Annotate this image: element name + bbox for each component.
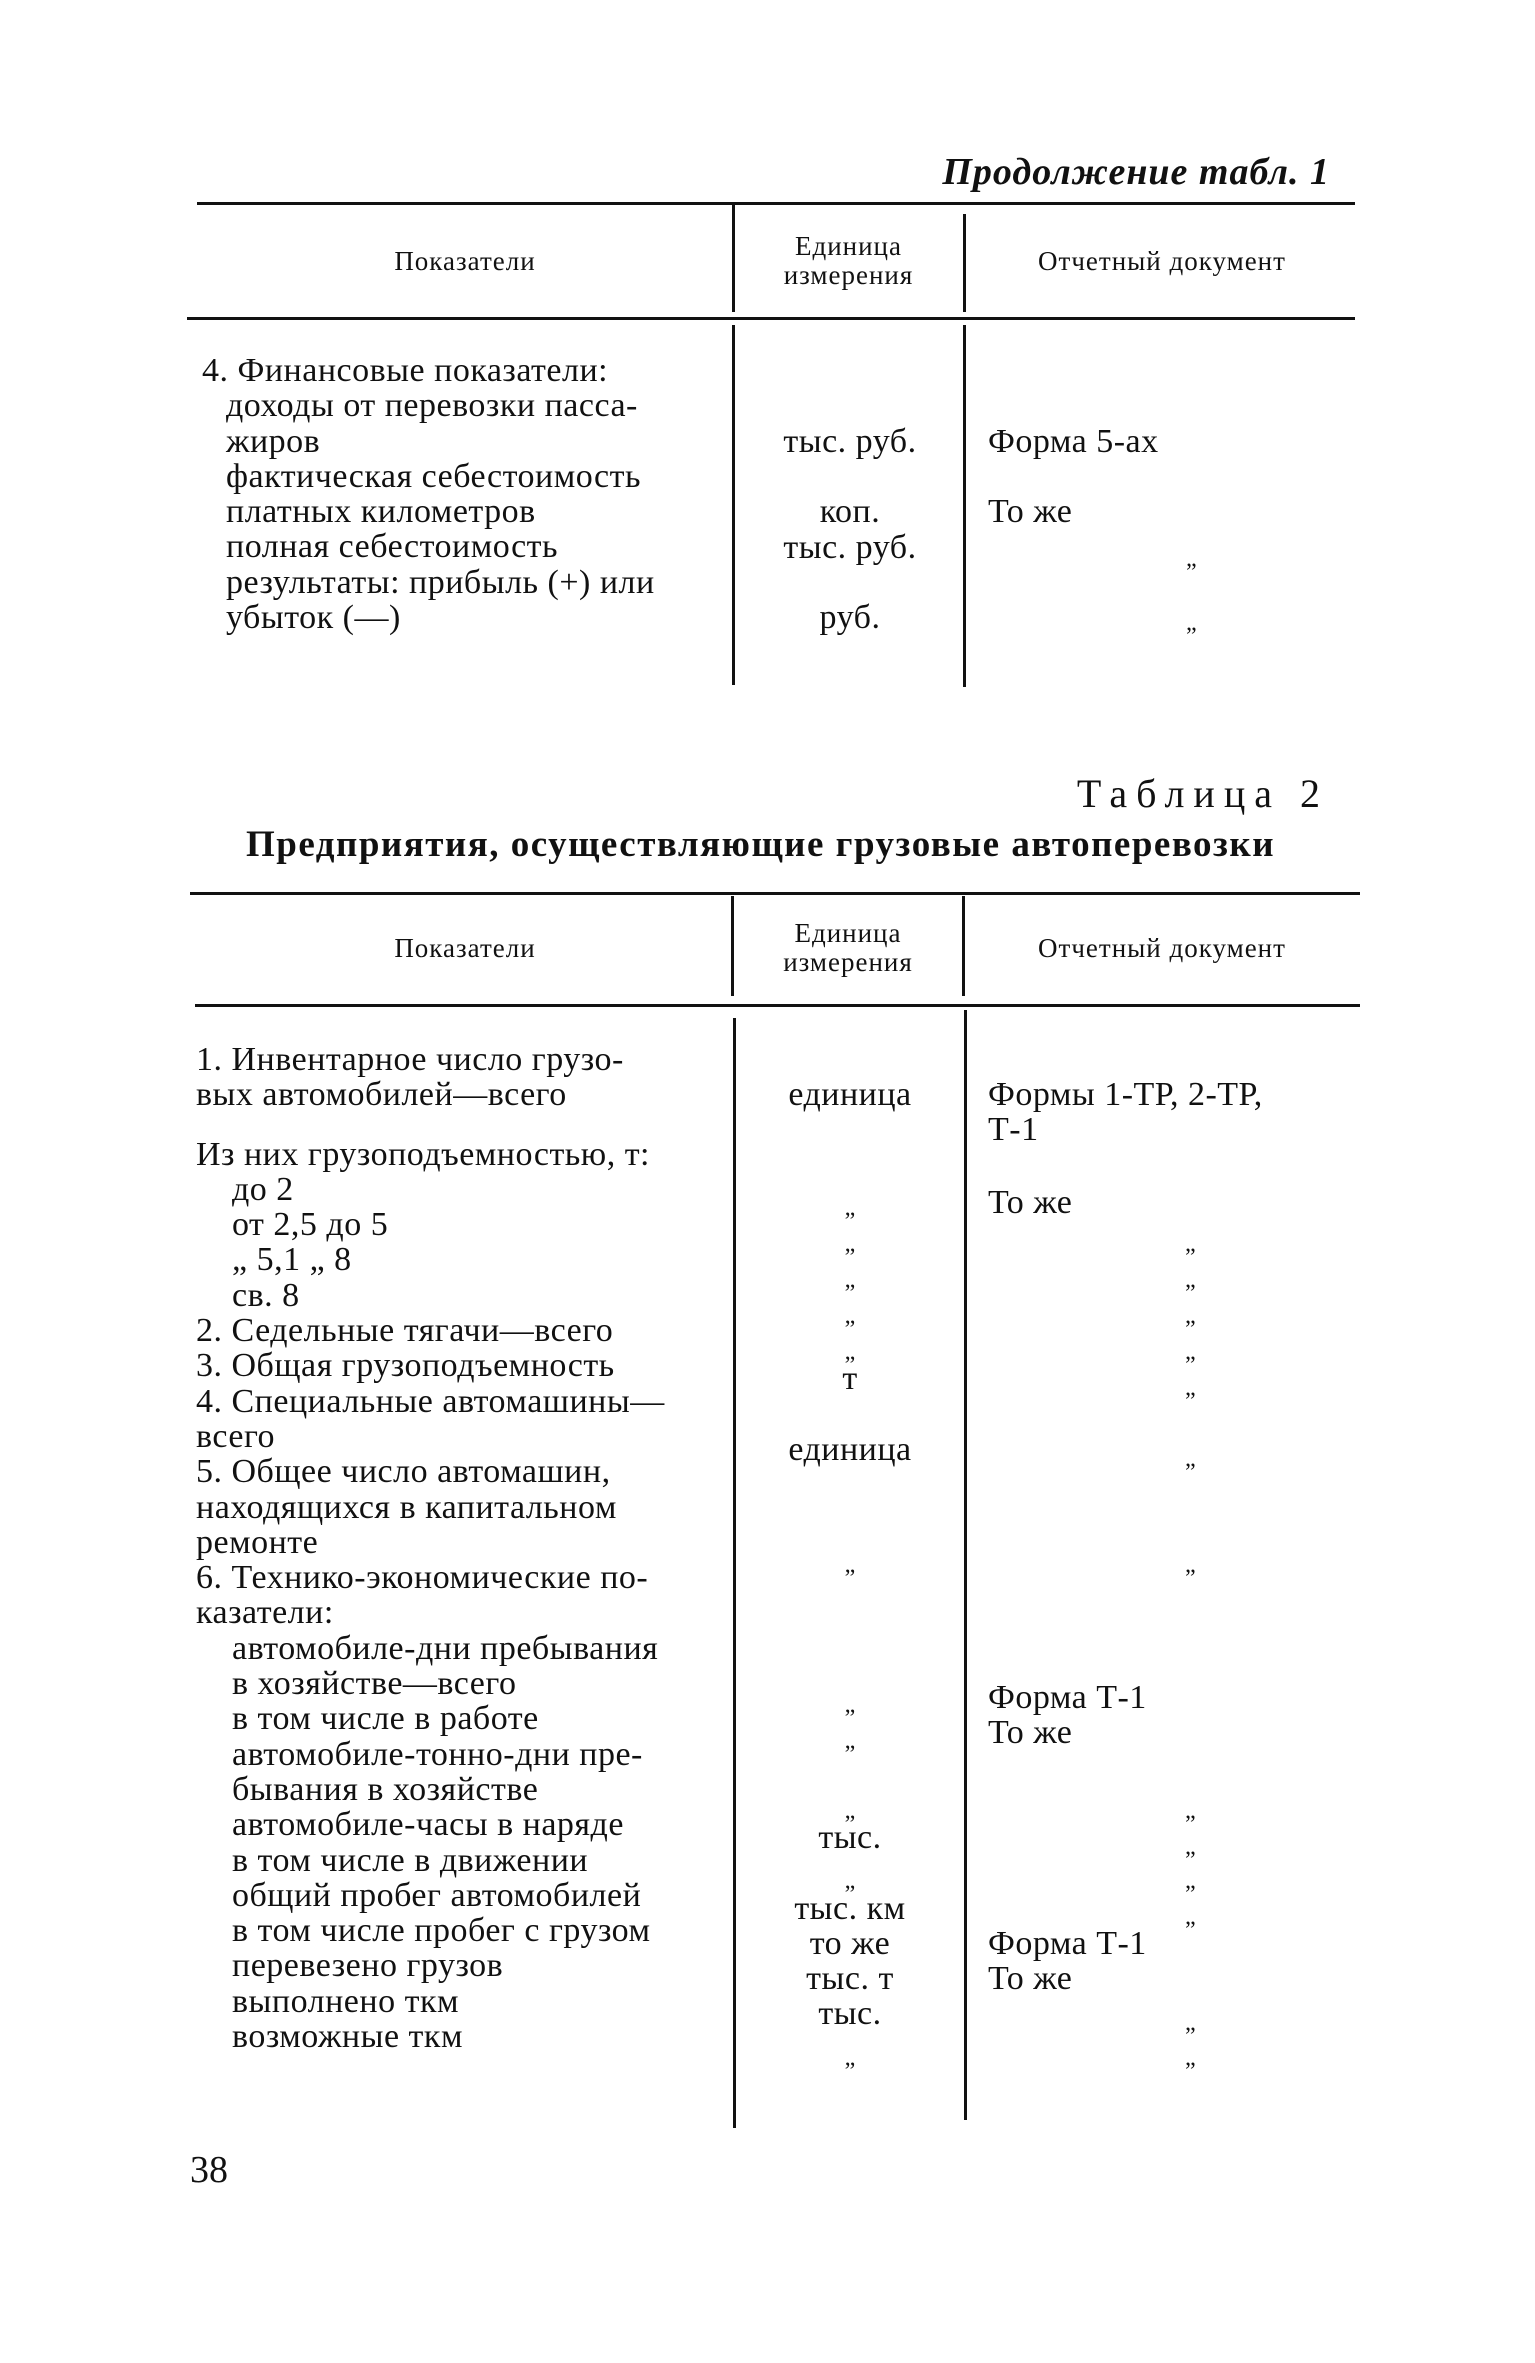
table2-unit-ditto: „ [844,1339,856,1365]
table2-document-ditto: „ [1185,1267,1196,1293]
table1-divider-1 [732,204,735,312]
table2-subtitle: Предприятия, осуществляющие грузовые автоперевозки [246,824,1276,865]
continuation-title: Продолжение табл. 1 [942,151,1330,193]
table2-document-ditto: „ [1185,1834,1196,1860]
table2-document: Форма Т-1 [988,1679,1147,1716]
table2-unit: единица [788,1076,912,1113]
table2-document-ditto: „ [1185,2045,1196,2071]
table2-document: Т-1 [988,1111,1039,1148]
table1-unit: руб. [819,599,881,636]
table2-indicator-line: казатели: [196,1594,334,1632]
table2-document-ditto: „ [1185,1446,1196,1472]
table1-top-rule [197,202,1355,205]
table2-unit: тыс. [818,1995,882,2032]
table2-document-ditto: „ [1185,1798,1196,1824]
table2-unit: тыс. т [806,1960,894,1997]
table2-document-ditto: „ [1185,1375,1196,1401]
table2-indicator-line: 2. Седельные тягачи—всего [196,1312,614,1350]
table2-document: То же [988,1960,1073,1997]
table1-header-unit-line1: Единица [794,231,902,261]
table2-indicator-line: перевезено грузов [232,1947,504,1985]
table2-indicator-line: автомобиле-дни пребывания [232,1629,659,1667]
table2-unit: тыс. [818,1819,882,1856]
table2-indicator-line: вых автомобилей—всего [196,1076,567,1114]
table1-header-unit-line2: измерения [783,260,914,290]
table2-title: Таблица 2 [1076,771,1329,816]
table1-indicator-line: результаты: прибыль (+) или [226,563,655,601]
table2-indicator-line: 5. Общее число автомашин, [196,1453,611,1491]
table2-unit-ditto: „ [844,1267,856,1293]
table2-unit-ditto: „ [844,1303,856,1329]
table2-indicator-line: 3. Общая грузоподъемность [196,1347,615,1385]
table2-document-ditto: „ [1185,1868,1196,1894]
table2-divider-2b [964,1010,967,2120]
table1-document-ditto: „ [1186,610,1197,636]
table1-document: То же [988,493,1073,530]
table1-unit: тыс. руб. [783,423,917,460]
table2-indicator-line: находящихся в капитальном [196,1488,617,1526]
table1-divider-2 [963,214,966,312]
table1-header-indicators: Показатели [394,246,536,276]
table2-document: То же [988,1714,1073,1751]
table1-unit: тыс. руб. [783,529,917,566]
table2-header-rule [195,1004,1360,1007]
table2-indicator-line: 6. Технико-экономические по- [196,1559,649,1597]
table2-document-ditto: „ [1185,1231,1196,1257]
table2-header-document: Отчетный документ [1038,933,1286,963]
table1-header-document: Отчетный документ [1038,246,1286,276]
table2-document: Форма Т-1 [988,1925,1147,1962]
table2-header-unit [735,919,961,977]
table2-indicator-line: св. 8 [232,1276,300,1314]
table2-indicator-line: бывания в хозяйстве [232,1770,539,1808]
table1-indicator-line: фактическая себестоимость [226,457,642,495]
table2-document-ditto: „ [1185,1339,1196,1365]
table2-indicator-line: автомобиле-тонно-дни пре- [232,1735,643,1773]
table2-unit-ditto: „ [844,1231,856,1257]
table1-header-rule [187,317,1355,320]
table2-indicator-line: до 2 [232,1170,294,1208]
table1-document-ditto: „ [1186,546,1197,572]
table2-unit-ditto: „ [844,1195,856,1221]
table2-unit: тыс. км [794,1890,906,1927]
table2-document-ditto: „ [1185,1303,1196,1329]
table2-indicator-line: выполнено ткм [232,1982,459,2020]
table2-unit-ditto: „ [844,1798,856,1824]
table2-top-rule [190,892,1360,895]
table2-indicator-line: в том числе пробег с грузом [232,1912,651,1950]
table2-indicator-spacer [196,1113,665,1137]
table2-document: То же [988,1184,1073,1221]
table2-document-ditto: „ [1185,1904,1196,1930]
table2-unit-ditto: „ [844,1692,856,1718]
table2-unit: т [842,1360,858,1397]
table1-divider-1b [732,325,735,685]
table2-indicator-line: 4. Специальные автомашины— [196,1382,665,1420]
page-number: 38 [190,2149,228,2191]
table2-divider-1 [731,896,734,996]
table2-indicator-line: в том числе в движении [232,1841,589,1879]
table2-divider-1b [733,1018,736,2128]
table1-indicator-line: жиров [226,422,321,460]
table2-unit-ditto: „ [844,1728,856,1754]
table2-indicator-line: возможные ткм [232,2018,463,2056]
table2-indicator-line: от 2,5 до 5 [232,1206,389,1244]
table2-indicator-line: автомобиле-часы в наряде [232,1806,624,1844]
table2-indicator-line: ремонте [196,1523,319,1561]
table2-indicator-line: в том числе в работе [232,1700,539,1738]
table1-indicator-line: платных километров [226,493,536,531]
table2-indicator-line: 1. Инвентарное число грузо- [196,1041,624,1078]
table1-indicator-line: полная себестоимость [226,528,559,566]
table2-header-unit-line2: измерения [783,947,913,977]
table2-indicator-cell [196,1042,665,2054]
table2-indicator-line: в хозяйстве—всего [232,1665,517,1703]
table1-indicator-line: 4. Финансовые показатели: [202,352,609,389]
table1-indicator-line: убыток (—) [226,599,401,637]
table1-divider-2b [963,325,966,687]
table2-unit-ditto: „ [844,1552,856,1578]
table2-indicator-line: всего [196,1417,276,1455]
table1-header-unit [736,232,961,290]
table2-unit: то же [809,1925,891,1962]
table2-unit: единица [788,1431,912,1468]
table2-document-ditto: „ [1185,2010,1196,2036]
table1-unit: коп. [819,493,881,530]
table2-divider-2 [962,896,965,996]
table2-indicator-line: „ 5,1 „ 8 [232,1241,352,1279]
table2-indicator-line: общий пробег автомобилей [232,1876,642,1914]
table2-unit-ditto: „ [844,1868,856,1894]
table2-header-indicators: Показатели [394,933,536,963]
table2-document: Формы 1-ТР, 2-ТР, [988,1076,1263,1113]
table1-document: Форма 5-ах [988,423,1159,460]
table2-document-ditto: „ [1185,1552,1196,1578]
table2-indicator-line: Из них грузоподъемностью, т: [196,1135,651,1173]
table2-unit-ditto: „ [844,2045,856,2071]
table1-indicator-cell [202,353,655,635]
table1-indicator-line: доходы от перевозки пасса- [226,387,638,425]
table2-header-unit-line1: Единица [794,918,902,948]
